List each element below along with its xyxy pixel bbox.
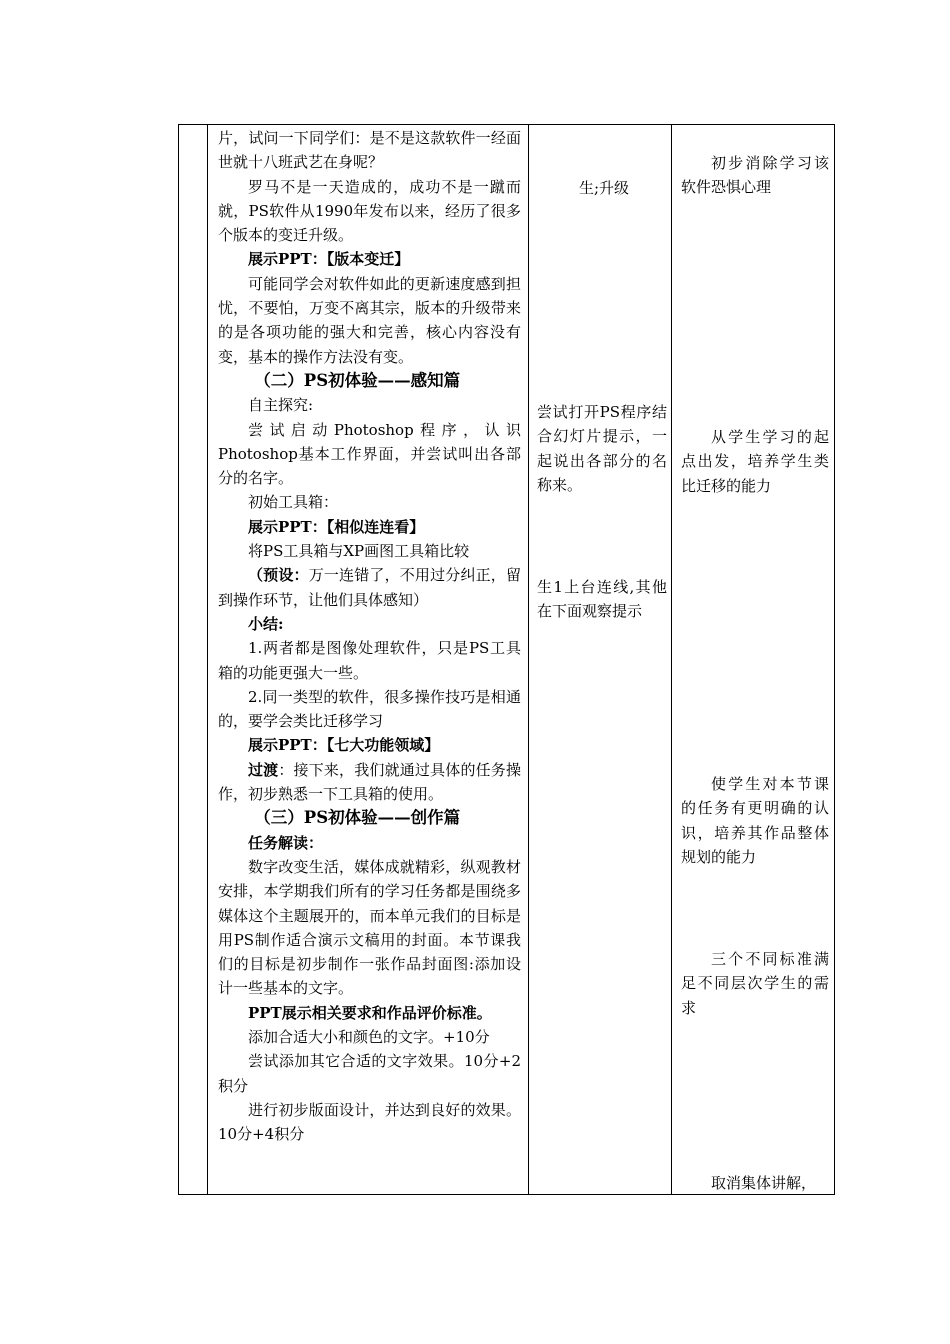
transition-text: ：接下来，我们就通过具体的任务操作，初步熟悉一下工具箱的使用。 bbox=[218, 760, 521, 804]
paragraph: 将PS工具箱与XP画图工具箱比较 bbox=[248, 542, 470, 561]
transition-note bbox=[218, 758, 521, 807]
paragraph: 自主探究: bbox=[248, 396, 314, 415]
student-activity: 生;升级 bbox=[579, 179, 630, 197]
paragraph: 初始工具箱： bbox=[248, 493, 339, 512]
summary-label: 小结: bbox=[248, 614, 284, 633]
criteria-item: 添加合适大小和颜色的文字。+10分 bbox=[248, 1027, 490, 1046]
ppt-note: 展示PPT：【版本变迁】 bbox=[248, 250, 410, 269]
paragraph: 尝试启动Photoshop程序，认识Photoshop基本工作界面，并尝试叫出各部分的名字。 bbox=[218, 420, 521, 488]
criteria-item: 进行初步版面设计，并达到良好的效果。10分+4积分 bbox=[218, 1100, 521, 1144]
ppt-note: 展示PPT：【相似连连看】 bbox=[248, 517, 425, 536]
student-activity: 尝试打开PS程序结合幻灯片提示，一起说出各部分的名称来。 bbox=[537, 403, 667, 494]
paragraph: 罗马不是一天造成的，成功不是一蹴而就，PS软件从1990年发布以来，经历了很多个版本的变迁升级。 bbox=[218, 177, 521, 245]
paragraph: 2.同一类型的软件，很多操作技巧是相通的，要学会类比迁移学习 bbox=[218, 687, 521, 731]
preset-label: （预设： bbox=[248, 566, 309, 585]
design-intent: 三个不同标准满足不同层次学生的需求 bbox=[681, 950, 829, 1017]
paragraph: 片，试问一下同学们：是不是这款软件一经面世就十八班武艺在身呢？ bbox=[218, 129, 521, 172]
preset-text: 万一连错了，不用过分纠正，留到操作环节，让他们具体感知） bbox=[218, 566, 521, 609]
ppt-note: PPT展示相关要求和作品评价标准。 bbox=[248, 1003, 492, 1022]
design-intent: 从学生学习的起点出发，培养学生类比迁移的能力 bbox=[681, 428, 829, 495]
criteria-item: 尝试添加其它合适的文字效果。10分+2积分 bbox=[218, 1052, 521, 1095]
design-intent: 初步消除学习该软件恐惧心理 bbox=[681, 154, 829, 197]
lesson-table bbox=[178, 124, 835, 1195]
column-divider bbox=[528, 125, 529, 1194]
paragraph: 数字改变生活，媒体成就精彩，纵观教材安排，本学期我们所有的学习任务都是围绕多媒体这个主题展开的，而本单元我们的目标是用PS制作适合演示文稿用的封面。本节课我们的目标是初步制作一张作品封面图:添加设计一些基本的文字。 bbox=[218, 857, 521, 998]
student-activity: 生1上台连线,其他在下面观察提示 bbox=[537, 578, 667, 621]
section-heading: （三）PS初体验——创作篇 bbox=[254, 808, 461, 828]
teaching-process-column bbox=[218, 125, 521, 1146]
paragraph: 可能同学会对软件如此的更新速度感到担忧，不要怕，万变不离其宗，版本的升级带来的是各项功能的强大和完善，核心内容没有变，基本的操作方法没有变。 bbox=[218, 274, 521, 366]
ppt-note: 展示PPT：【七大功能领域】 bbox=[248, 736, 440, 755]
design-intent: 取消集体讲解， bbox=[711, 1174, 817, 1192]
task-label: 任务解读： bbox=[248, 833, 324, 852]
section-heading: （二）PS初体验——感知篇 bbox=[254, 370, 461, 390]
preset-note bbox=[218, 563, 521, 612]
paragraph: 1.两者都是图像处理软件，只是PS工具箱的功能更强大一些。 bbox=[218, 639, 521, 682]
transition-label: 过渡 bbox=[248, 760, 279, 779]
column-divider bbox=[671, 125, 672, 1194]
column-divider bbox=[207, 125, 208, 1194]
design-intent: 使学生对本节课的任务有更明确的认识，培养其作品整体规划的能力 bbox=[681, 775, 829, 866]
